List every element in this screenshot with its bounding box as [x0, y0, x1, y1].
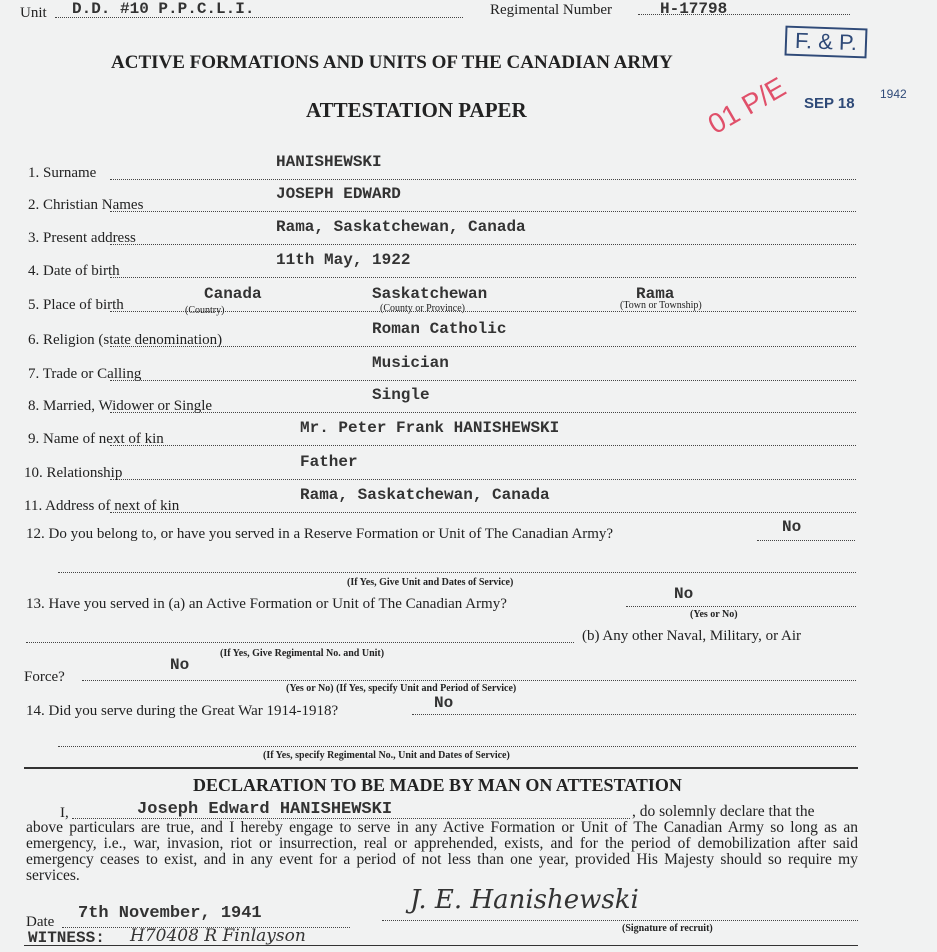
field-value: 11th May, 1922 [276, 251, 411, 269]
town-note: (Town or Township) [620, 300, 702, 311]
field-label: 1. Surname [28, 165, 97, 181]
field-value: Father [300, 453, 358, 471]
field-label: 8. Married, Widower or Single [28, 398, 213, 414]
unit-value: D.D. #10 P.P.C.L.I. [72, 0, 255, 18]
declaration-name: Joseph Edward HANISHEWSKI [137, 800, 393, 819]
birth-country: Canada [204, 285, 262, 303]
recruit-signature: J. E. Hanishewski [410, 885, 639, 915]
regimental-number-label: Regimental Number [490, 2, 613, 18]
q14-value: No [434, 694, 454, 712]
q13-note: (If Yes, Give Regimental No. and Unit) [220, 648, 385, 659]
field-value: Rama, Saskatchewan, Canada [300, 486, 550, 504]
declaration-text: above particulars are true, and I hereby engage to serve in any Active Formation or Unit of The Canadian Army so long as an emergency, i.e., war, invasion, riot or insurrection, real or apprehended, exists, and for the period of demobilization after said emergency ceases to exist, and in any event for a period of not less than one year, provided His Majesty should so require my services. [26, 819, 858, 884]
field-value: Single [372, 386, 430, 404]
country-note: (Country) [185, 305, 225, 316]
field-value: Roman Catholic [372, 320, 507, 338]
date-stamp: SEP 18 [804, 95, 855, 112]
form-title: ATTESTATION PAPER [306, 98, 527, 122]
field-value: Musician [372, 354, 449, 372]
field-label: 2. Christian Names [28, 197, 144, 213]
field-value: JOSEPH EDWARD [276, 185, 401, 203]
q12-label: 12. Do you belong to, or have you served in a Reserve Formation or Unit of The Canadian Army? [26, 526, 614, 542]
declaration-title: DECLARATION TO BE MADE BY MAN ON ATTESTATION [193, 775, 682, 795]
field-label: 6. Religion (state denomination) [28, 332, 223, 348]
q13-value: No [674, 585, 694, 603]
field-value: Mr. Peter Frank HANISHEWSKI [300, 419, 560, 437]
province-note: (County or Province) [380, 303, 465, 314]
field-label: 11. Address of next of kin [24, 498, 180, 514]
date-value: 7th November, 1941 [78, 904, 262, 923]
q14-label: 14. Did you serve during the Great War 1914-1918? [26, 703, 339, 719]
field-label: 10. Relationship [24, 465, 123, 481]
field-label: 3. Present address [28, 230, 136, 246]
witness-signature: H70408 R Finlayson [130, 926, 306, 946]
q13b-label: (b) Any other Naval, Military, or Air [582, 628, 801, 644]
field-label: 9. Name of next of kin [28, 431, 164, 447]
q13-yesno-note: (Yes or No) [690, 609, 738, 620]
unit-label: Unit [20, 5, 47, 21]
field-value: HANISHEWSKI [276, 153, 382, 171]
form-heading: ACTIVE FORMATIONS AND UNITS OF THE CANADIAN ARMY [111, 52, 673, 73]
force-value: No [170, 656, 190, 674]
divider [24, 767, 858, 769]
force-note: (Yes or No) (If Yes, specify Unit and Period of Service) [286, 683, 517, 694]
signature-note: (Signature of recruit) [622, 923, 713, 934]
field-label: 5. Place of birth [28, 297, 124, 313]
fp-stamp: F. & P. [785, 26, 868, 59]
q14-note: (If Yes, specify Regimental No., Unit and Dates of Service) [263, 750, 510, 761]
force-label: Force? [24, 669, 65, 685]
q12-value: No [782, 518, 802, 536]
red-pencil-mark: 01 P/E [702, 71, 791, 141]
field-value: Rama, Saskatchewan, Canada [276, 218, 526, 236]
birth-town: Rama [636, 285, 675, 303]
birth-province: Saskatchewan [372, 285, 488, 303]
field-label: 4. Date of birth [28, 263, 120, 279]
declaration-i: I, [60, 805, 69, 821]
q12-note: (If Yes, Give Unit and Dates of Service) [347, 577, 514, 588]
regimental-number-value: H-17798 [660, 0, 728, 18]
date-stamp-year: 1942 [880, 87, 907, 101]
q13-label: 13. Have you served in (a) an Active Formation or Unit of The Canadian Army? [26, 596, 507, 612]
witness-label: WITNESS: [28, 929, 105, 947]
field-label: 7. Trade or Calling [28, 366, 142, 382]
declaration-intro: , do solemnly declare that the [632, 803, 815, 820]
date-label: Date [26, 914, 55, 930]
